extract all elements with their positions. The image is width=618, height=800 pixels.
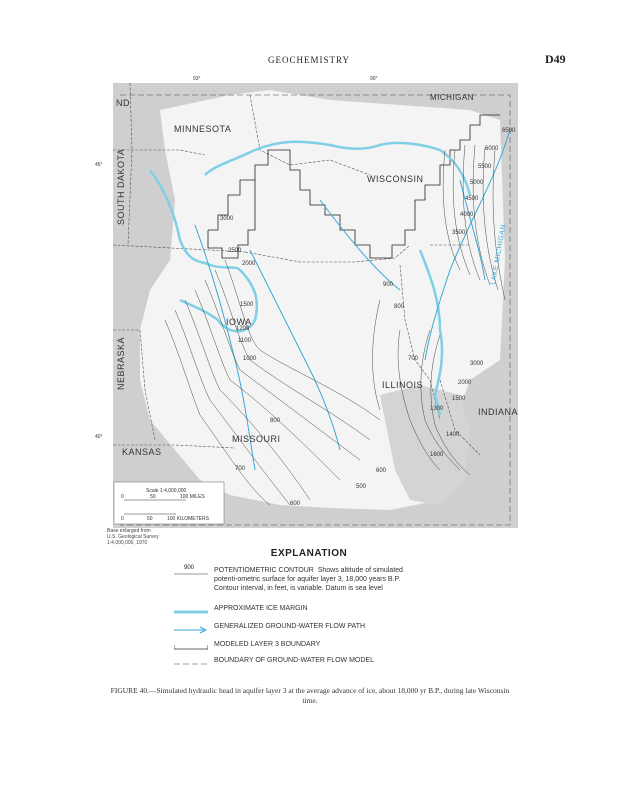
contour-label: 2500: [228, 248, 242, 254]
contour-label: 1500: [452, 396, 466, 402]
contour-label: 1400: [446, 432, 460, 438]
legend-flow-path: [174, 622, 414, 632]
contour-label: 700: [235, 466, 246, 472]
scale-km-0: 0: [121, 516, 124, 522]
legend-layer3-boundary: [174, 640, 414, 650]
scale-mi-100: 100 MILES: [180, 494, 205, 500]
contour-label: 5500: [478, 164, 492, 170]
running-header: GEOCHEMISTRY: [267, 55, 350, 65]
contour-label: 3000: [220, 216, 234, 222]
contour-label: 6000: [485, 146, 499, 152]
state-label: MICHIGAN: [430, 93, 474, 102]
contour-label: 700: [408, 356, 419, 362]
state-label: INDIANA: [478, 407, 519, 417]
scale-mi-50: 50: [150, 494, 156, 500]
model-boundary-symbol: [174, 656, 208, 666]
legend-text: MODELED LAYER 3 BOUNDARY: [214, 641, 321, 648]
scale-box: [114, 482, 224, 524]
legend-ice-margin: [174, 604, 414, 614]
state-label: ILLINOIS: [382, 380, 424, 390]
caption-prefix: FIGURE 40.: [110, 686, 150, 695]
contour-label: 900: [383, 282, 394, 288]
contour-label: 1300: [430, 406, 444, 412]
contour-label: 1100: [238, 338, 251, 344]
scale-km-50: 50: [147, 516, 153, 522]
base-credit: [107, 528, 159, 546]
lat-label: 45°: [95, 162, 103, 168]
base-credit-line: Base enlarged from: [107, 528, 151, 534]
scale-mi-0: 0: [121, 494, 124, 500]
contour-label: 1600: [430, 452, 444, 458]
contour-label: 6500: [502, 128, 516, 134]
state-label: NEBRASKA: [116, 336, 126, 390]
contour-label: 800: [270, 418, 281, 424]
state-label: KANSAS: [122, 447, 162, 457]
scale-km-100: 100 KILOMETERS: [167, 516, 209, 522]
contour-label: 600: [376, 468, 387, 474]
legend-model-boundary: [174, 656, 414, 666]
contour-label: 1500: [240, 302, 254, 308]
ice-margin-symbol: [174, 604, 208, 614]
base-credit-line: 1:4,000,000, 1970: [107, 540, 148, 546]
contour-label: 5000: [470, 180, 484, 186]
contour-label: 2000: [458, 380, 472, 386]
page-number: D49: [545, 52, 566, 66]
layer3-boundary-symbol: [174, 640, 208, 650]
caption-text: —Simulated hydraulic head in aquifer layer 3 at the average advance of ice, about 18,000 yr B.P., during late Wisconsin time.: [149, 686, 510, 705]
contour-label: 4500: [465, 196, 479, 202]
contour-label: 600: [290, 501, 301, 507]
legend-text: GENERALIZED GROUND-WATER FLOW PATH: [214, 623, 366, 630]
contour-label: 1000: [243, 356, 257, 362]
state-label: MISSOURI: [232, 434, 281, 444]
legend-text: APPROXIMATE ICE MARGIN: [214, 605, 308, 612]
contour-label: 800: [394, 304, 405, 310]
legend-text: BOUNDARY OF GROUND-WATER FLOW MODEL: [214, 657, 374, 664]
lon-label: 90°: [370, 76, 378, 82]
contour-label: 3000: [470, 361, 484, 367]
contour-label: 4000: [460, 212, 474, 218]
legend-text: [214, 566, 414, 593]
state-label: IOWA: [226, 317, 252, 327]
contour-label: 1200: [236, 326, 250, 332]
lat-label: 40°: [95, 434, 103, 440]
base-credit-line: U.S. Geological Survey: [107, 534, 159, 540]
lon-label: 93°: [193, 76, 201, 82]
lake-label: LAKE MICHIGAN: [490, 223, 508, 286]
state-label: WISCONSIN: [367, 174, 424, 184]
legend-contour: [174, 566, 414, 593]
state-label: ND: [116, 98, 130, 108]
legend-label: POTENTIOMETRIC CONTOUR: [214, 567, 314, 574]
legend-desc: Shows altitude of simulated potenti-ometric surface for aquifer layer 3, 18,000 years B.P. Contour interval, in feet, is variable. Datum is sea level: [214, 567, 403, 592]
contour-label: 3500: [452, 230, 466, 236]
contour-label: 500: [356, 484, 367, 490]
flow-path-symbol: [174, 622, 208, 632]
state-label: MINNESOTA: [174, 124, 232, 134]
figure-caption: [105, 686, 515, 706]
explanation-title: EXPLANATION: [270, 548, 348, 559]
scale-title: Scale 1:4,000,000: [146, 488, 187, 494]
contour-label: 2000: [242, 261, 256, 267]
state-label: SOUTH DAKOTA: [116, 148, 126, 225]
contour-symbol: [174, 566, 208, 576]
contour-sample-label: 900: [184, 565, 195, 571]
